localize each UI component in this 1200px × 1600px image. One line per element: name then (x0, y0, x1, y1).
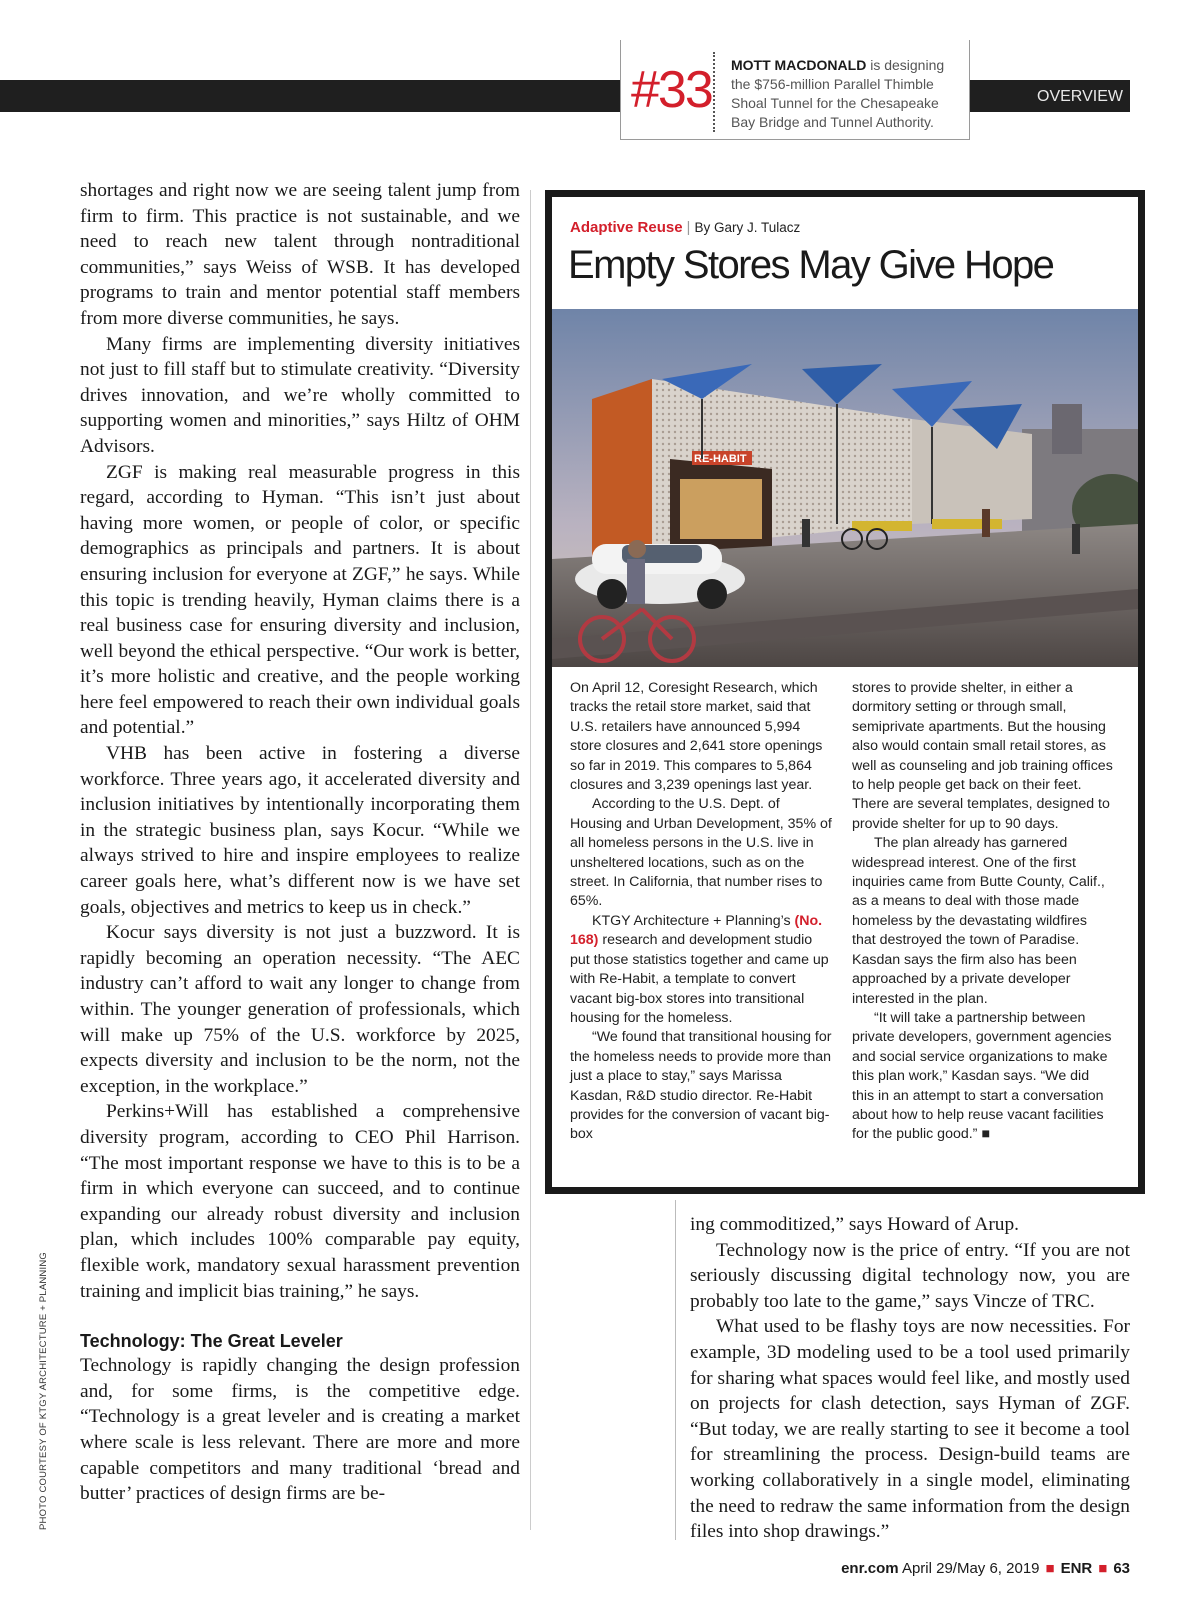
section-label: OVERVIEW (1037, 88, 1123, 105)
sidebar-section: Adaptive Reuse (570, 219, 683, 236)
rank-company: MOTT MACDONALD (731, 57, 867, 73)
footer-square: ■ (1098, 1560, 1108, 1577)
kicker-separator: | (686, 219, 691, 236)
rank-divider (713, 52, 715, 132)
paragraph: shortages and right now we are seeing talent jump from firm to firm. This practice is not sustainable, and we need to reach new talent through nontraditional communities,” says Weiss of WSB. It has developed programs to train and mentor potential staff members from more diverse communities, he says. (80, 180, 520, 329)
paragraph: Technology is rapidly changing the design profession and, for some firms, is the competitive edge. “Technology is a great leveler and is creating a market where scale is less relevant. There are more and more capable competitors and many traditional ‘bread and butter’ practices of design firms are be- (80, 1355, 520, 1505)
paragraph: The plan already has garnered widespread interest. One of the first inquiries came from Butte County, Calif., as a means to deal with those made homeless by the devastating wildfires that destroyed the town of Paradise. Kasdan says the firm also has been approached by a private developer interested in the plan. (852, 835, 1105, 1007)
paragraph (570, 912, 832, 1028)
rank-text: is designing the $756-million Parallel Thimble Shoal Tunnel for the Chesapeake Bay Bridge and Tunnel Authority. (731, 57, 945, 130)
sidebar-title: Empty Stores May Give Hope (568, 243, 1054, 287)
paragraph: “It will take a partnership between private developers, government agencies and social service organizations to make this plan work,” Kasdan says. “We did this in an attempt to start a conversation about how to help reuse vacant facilities for the public good.” ■ (852, 1009, 1112, 1143)
paragraph: Kocur says diversity is not just a buzzword. It is rapidly becoming an operation necessity. “The AEC industry can’t afford to wait any longer to change from within. The younger generation of professionals, which will make up 75% of the U.S. workforce by 2025, expects diversity and inclusion to be the norm, not the exception, in the workplace.” (80, 922, 520, 1097)
paragraph: On April 12, Coresight Research, which tracks the retail store market, said that U.S. retailers have announced 5,994 store closures and 2,641 store openings so far in 2019. This compares to 5,864 closures and 3,239 openings last year. (570, 680, 823, 794)
ranking-callout (620, 40, 970, 140)
paragraph: stores to provide shelter, in either a dormitory setting or through small, semiprivate apartments. But the housing also would contain small retail stores, as well as counseling and job training offices to help people get back on their feet. There are several templates, designed to provide shelter for up to 90 days. (852, 680, 1113, 832)
paragraph: ing commoditized,” says Howard of Arup. (690, 1214, 1020, 1235)
rank-number: #33 (631, 61, 712, 119)
footer-site: enr.com (841, 1560, 899, 1577)
sidebar-box (545, 190, 1145, 1194)
rank-description (731, 56, 966, 132)
sidebar-kicker (570, 219, 800, 236)
text-run: KTGY Architecture + Planning’s (592, 912, 795, 929)
footer-magazine: ENR (1060, 1560, 1093, 1577)
footer-square: ■ (1045, 1560, 1055, 1577)
paragraph: Technology now is the price of entry. “If you are not seriously discussing digital technology now, you are probably too late to the game,” says Vincze of TRC. (690, 1239, 1130, 1312)
paragraph: “We found that transitional housing for the homeless needs to provide more than just a place to stay,” says Marissa Kasdan, R&D studio director. Re-Habit provides for the conversion of vacant big-box (570, 1029, 832, 1143)
ranking-reference: (No. 168) (570, 912, 823, 949)
paragraph: VHB has been active in fostering a diverse workforce. Three years ago, it accelerated diversity and inclusion initiatives by intentionally incorporating them in the strategic business plan, says Kocur. “While we always strived to hire and inspire employees to realize career goals here, what’s different now is we have set goals, objectives and metrics to keep us in check.” (80, 743, 520, 918)
photo-credit: PHOTO COURTESY OF KTGY ARCHITECTURE + PLANNING (38, 1252, 49, 1530)
paragraph: ZGF is making real measurable progress in this regard, according to Hyman. “This isn’t just about having more women, or people of color, or specific demographics as principals and partners. It is about ensuring inclusion for everyone at ZGF,” he says. While this topic is trending heavily, Hyman claims there is a real business case for ensuring diversity and inclusion, well beyond the ethical perspective. “Our work is better, it’s more holistic and creative, and the people working here feel empowered to reach their own individual goals and potential.” (80, 461, 520, 739)
left-column (80, 178, 520, 1507)
paragraph: Perkins+Will has established a comprehensive diversity program, according to CEO Phil Harrison. “The most important response we have to this is to be a firm in which everyone can succeed, and to continue expanding our already robust diversity and inclusion plan, which includes 100% comparable pay equity, flexible work, mandatory sexual harassment prevention training and implicit bias training,” he says. (80, 1101, 520, 1302)
footer-date: April 29/May 6, 2019 (901, 1560, 1040, 1577)
text-run: research and development studio put those statistics together and came up with Re-Habit, a template to convert vacant big-box stores into transitional housing for the homeless. (570, 932, 829, 1026)
page-footer (841, 1560, 1130, 1577)
sidebar-column-2 (852, 679, 1114, 1145)
sidebar-column-1 (570, 679, 832, 1145)
byline: By Gary J. Tulacz (694, 220, 801, 235)
paragraph: Many firms are implementing diversity initiatives not just to fill staff but to stimulate creativity. “Diversity drives innovation, and we’re wholly committed to supporting women and minorities,” says Hiltz of OHM Advisors. (80, 333, 520, 457)
paragraph: According to the U.S. Dept. of Housing and Urban Development, 35% of all homeless persons in the U.S. live in unsheltered locations, such as on the street. In California, that number rises to 65%. (570, 796, 832, 910)
right-column (690, 1212, 1130, 1545)
rendering-image (552, 309, 1138, 667)
page-number: 63 (1113, 1560, 1130, 1577)
image-sign: RE-HABIT (694, 453, 747, 465)
paragraph: What used to be flashy toys are now necessities. For example, 3D modeling used to be a tool used primarily for sharing what spaces would feel like, and mostly used on projects for clash detection, says Hyman of ZGF. “But today, we are really starting to see it become a tool for streamlining the process. Design-build teams are working collaboratively in a single model, eliminating the need to redraw the same information from the design files into shop drawings.” (690, 1316, 1130, 1543)
column-rule (675, 1200, 676, 1540)
column-rule (530, 190, 531, 1530)
section-heading: Technology: The Great Leveler (80, 1331, 343, 1352)
